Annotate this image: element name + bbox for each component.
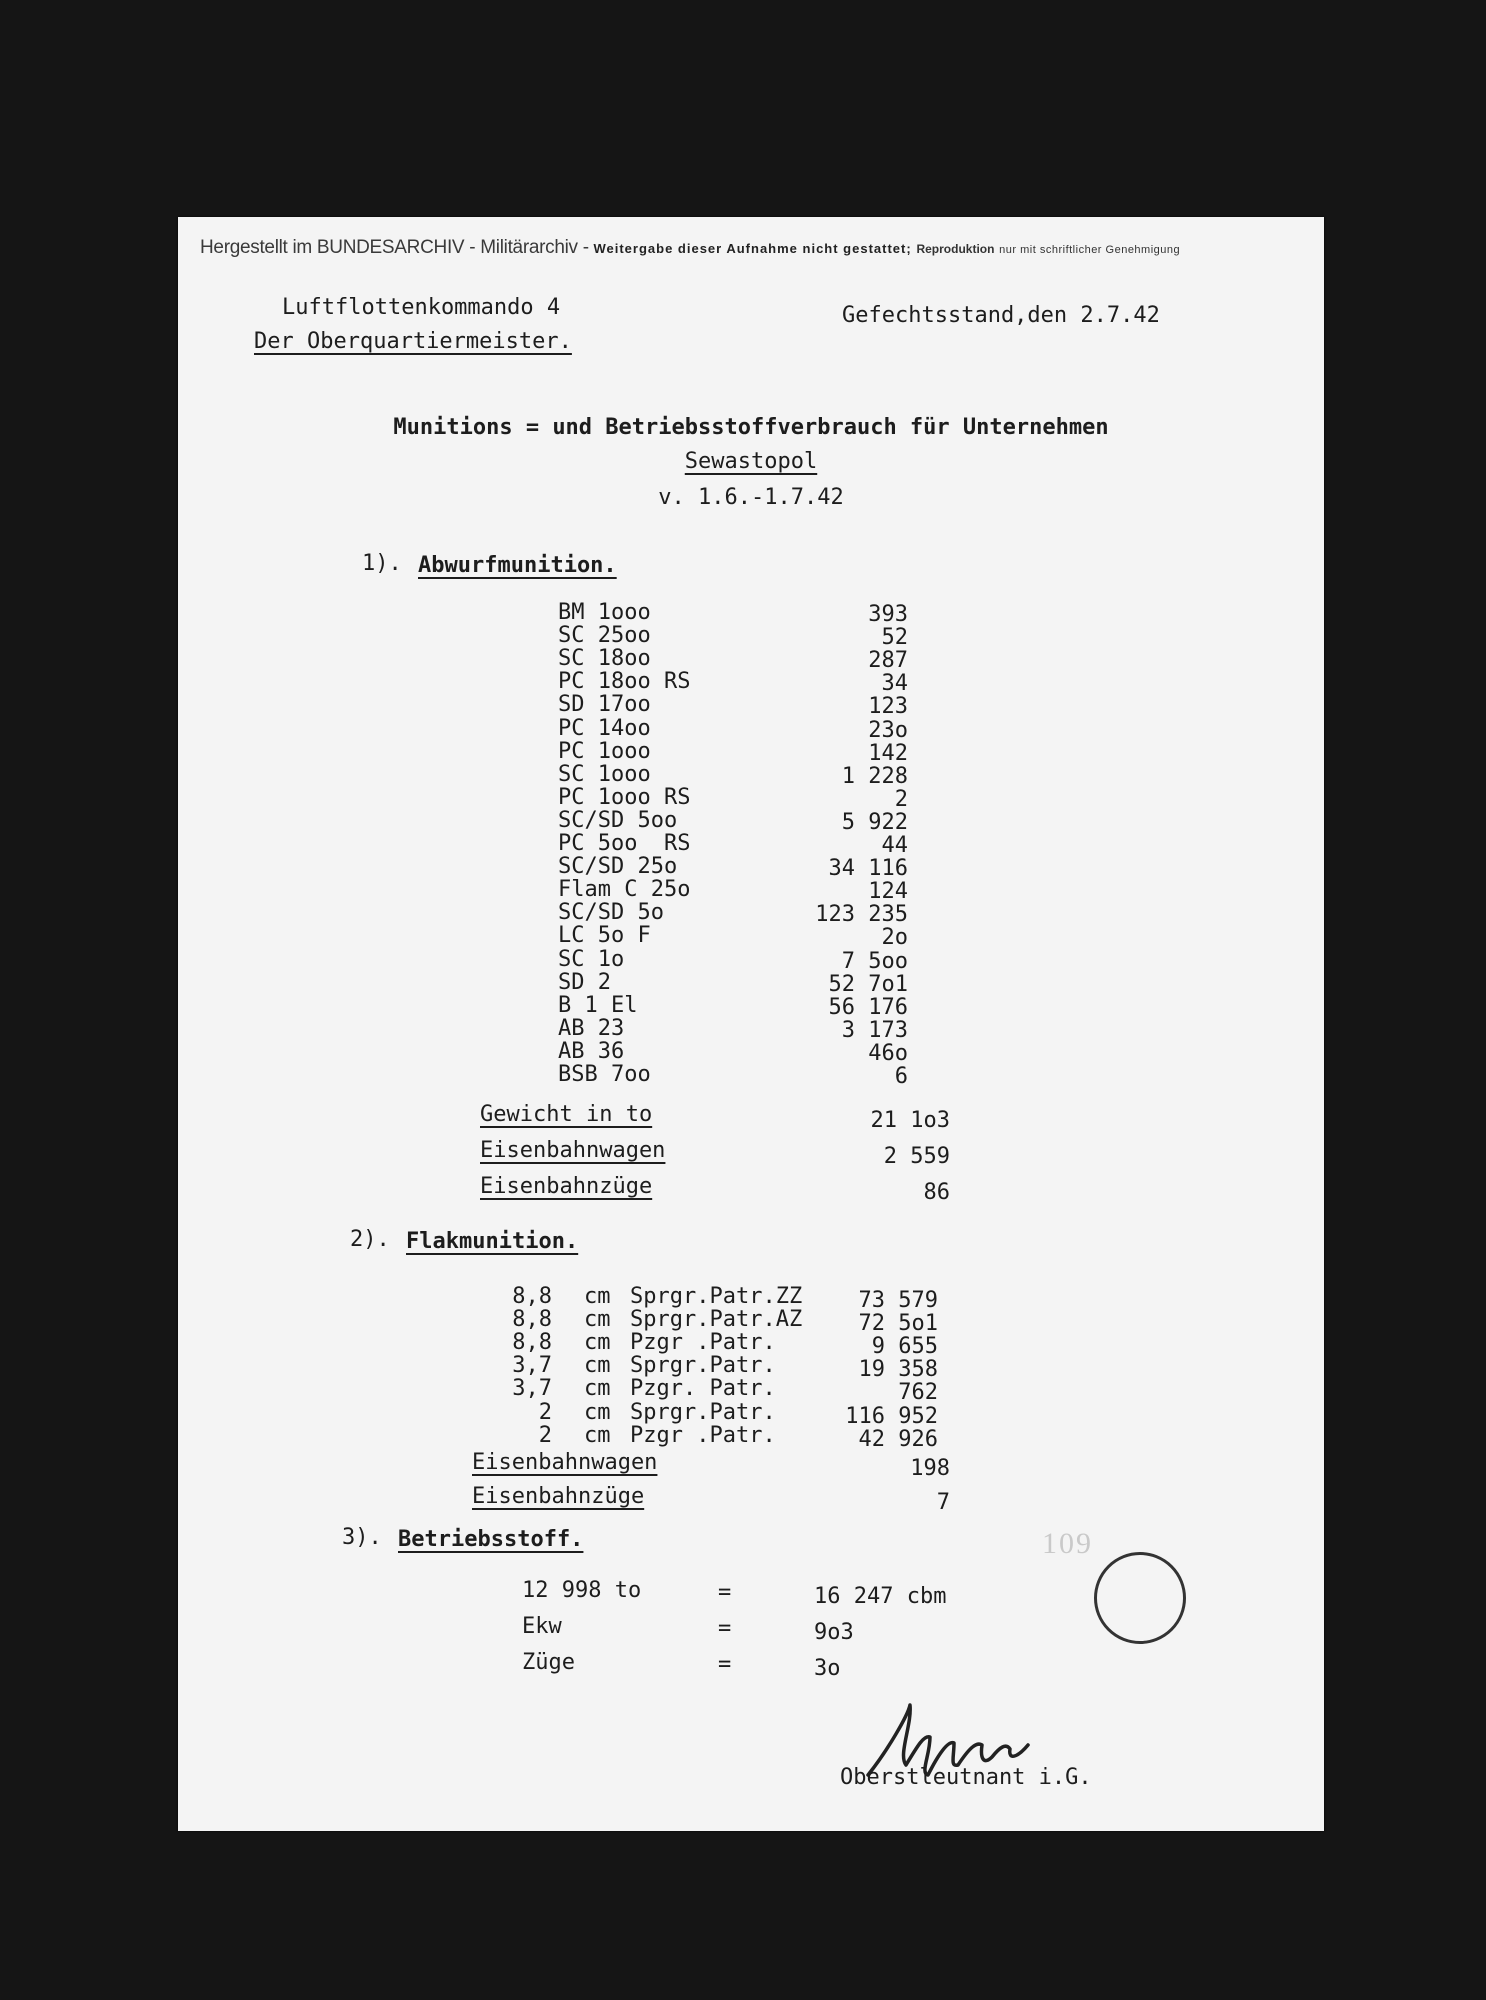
item-value: 9 655 [871, 1334, 938, 1360]
unit: cm [584, 1284, 611, 1309]
total-value: 198 [910, 1456, 950, 1481]
total-label: Eisenbahnwagen [480, 1138, 666, 1163]
title-line-3: v. 1.6.-1.7.42 [658, 485, 844, 510]
org-line-1: Luftflottenkommando 4 [282, 295, 561, 320]
fuel-left: Ekw [522, 1614, 562, 1639]
fuel-equals: = [718, 1652, 732, 1677]
item-label: SC 1o [558, 946, 625, 972]
total-label: Eisenbahnwagen [472, 1450, 658, 1475]
item-label: SD 2 [558, 969, 611, 995]
item-label: SC/SD 5oo [558, 807, 678, 833]
item-value: 34 116 [828, 856, 908, 882]
caliber: 8,8 [512, 1330, 552, 1356]
item-label: SC 1ooo [558, 761, 651, 787]
item-value: 3 173 [841, 1017, 908, 1043]
item-label: Pzgr .Patr. [630, 1422, 776, 1448]
total-value: 86 [923, 1180, 950, 1205]
item-label: SC/SD 25o [558, 854, 678, 880]
caliber: 8,8 [512, 1284, 552, 1309]
document-sheet [178, 217, 1324, 1831]
item-value: 52 7o1 [828, 971, 908, 997]
item-label: Sprgr.Patr. [630, 1399, 776, 1425]
title-line-2: Sewastopol [684, 449, 818, 474]
unit: cm [584, 1422, 611, 1448]
item-value: 19 358 [858, 1357, 938, 1383]
item-label: Pzgr .Patr. [630, 1330, 776, 1356]
signature-title: Oberstleutnant i.G. [840, 1765, 1092, 1790]
item-value: 142 [868, 740, 908, 766]
item-value: 23o [868, 717, 908, 743]
item-label: SC/SD 5o [558, 900, 664, 926]
item-label: PC 14oo [558, 715, 651, 741]
fuel-left: Züge [522, 1650, 575, 1675]
item-value: 73 579 [858, 1288, 938, 1313]
unit: cm [584, 1330, 611, 1356]
item-value: 123 235 [815, 902, 908, 928]
item-value: 44 [881, 833, 908, 858]
item-value: 393 [868, 602, 908, 627]
item-label: PC 5oo RS [558, 831, 691, 856]
item-label: Sprgr.Patr.ZZ [630, 1284, 803, 1309]
caliber: 3,7 [512, 1353, 552, 1379]
caliber: 3,7 [512, 1376, 552, 1402]
place-date: Gefechtsstand,den 2.7.42 [842, 303, 1160, 328]
unit: cm [584, 1399, 611, 1425]
archive-reproduction-notice: Hergestellt im BUNDESARCHIV - Militärarchiv - Weitergabe dieser Aufnahme nicht gestattet; Reproduktion nur mit schriftlicher Genehmigung [200, 237, 1181, 258]
item-value: 5 922 [841, 809, 908, 835]
item-value: 6 [894, 1064, 908, 1089]
title-line-1: Munitions = und Betriebsstoffverbrauch für Unternehmen [393, 415, 1109, 440]
item-value: 123 [868, 694, 908, 720]
item-label: LC 5o F [558, 923, 651, 949]
fuel-left: 12 998 to [522, 1578, 642, 1603]
item-label: SC 25oo [558, 623, 651, 649]
item-value: 72 5o1 [858, 1311, 938, 1337]
section3-heading: Betriebsstoff. [398, 1527, 584, 1552]
item-value: 34 [881, 671, 908, 697]
page-number: 109 [1042, 1527, 1093, 1560]
total-value: 2 559 [883, 1144, 950, 1169]
fuel-right: 9o3 [814, 1620, 854, 1645]
item-label: Pzgr. Patr. [630, 1376, 776, 1402]
caliber: 2 [538, 1399, 552, 1425]
item-label: SC 18oo [558, 646, 651, 672]
item-value: 762 [898, 1380, 938, 1406]
item-label: PC 18oo RS [558, 669, 691, 695]
total-value: 7 [936, 1490, 950, 1515]
item-value: 7 5oo [841, 948, 908, 974]
caliber: 2 [538, 1422, 552, 1448]
item-label: SD 17oo [558, 692, 651, 718]
item-value: 56 176 [828, 994, 908, 1020]
item-label: BM 1ooo [558, 600, 651, 625]
section1-number: 1). [362, 551, 402, 576]
unit: cm [584, 1353, 611, 1379]
item-label: PC 1ooo [558, 738, 651, 764]
caliber: 8,8 [512, 1307, 552, 1333]
item-value: 46o [868, 1040, 908, 1066]
total-value: 21 1o3 [870, 1108, 950, 1133]
section1-heading: Abwurfmunition. [418, 553, 617, 578]
item-value: 124 [868, 879, 908, 905]
total-label: Eisenbahnzüge [480, 1174, 653, 1199]
item-label: Sprgr.Patr.AZ [630, 1307, 803, 1333]
fuel-equals: = [718, 1580, 732, 1605]
item-value: 1 228 [841, 763, 908, 789]
item-label: PC 1ooo RS [558, 784, 691, 810]
item-value: 116 952 [845, 1403, 938, 1429]
fuel-right: 3o [814, 1656, 841, 1681]
fuel-right: 16 247 cbm [814, 1584, 947, 1609]
section3-number: 3). [342, 1525, 382, 1550]
fuel-equals: = [718, 1616, 732, 1641]
org-line-2: Der Oberquartiermeister. [254, 329, 572, 354]
unit: cm [584, 1376, 611, 1402]
item-label: Sprgr.Patr. [630, 1353, 776, 1379]
item-label: AB 23 [558, 1015, 625, 1041]
unit: cm [584, 1307, 611, 1333]
total-label: Gewicht in to [480, 1102, 653, 1127]
item-label: B 1 El [558, 992, 638, 1018]
item-label: BSB 7oo [558, 1062, 651, 1087]
section2-number: 2). [350, 1227, 390, 1252]
item-value: 42 926 [858, 1426, 938, 1452]
item-value: 2 [894, 786, 908, 812]
total-label: Eisenbahnzüge [472, 1484, 645, 1509]
section2-heading: Flakmunition. [406, 1229, 579, 1254]
item-value: 287 [868, 648, 908, 674]
item-label: AB 36 [558, 1038, 625, 1064]
item-value: 2o [881, 925, 908, 951]
item-value: 52 [881, 625, 908, 651]
item-label: Flam C 25o [558, 877, 691, 903]
archive-stamp [1094, 1552, 1186, 1644]
